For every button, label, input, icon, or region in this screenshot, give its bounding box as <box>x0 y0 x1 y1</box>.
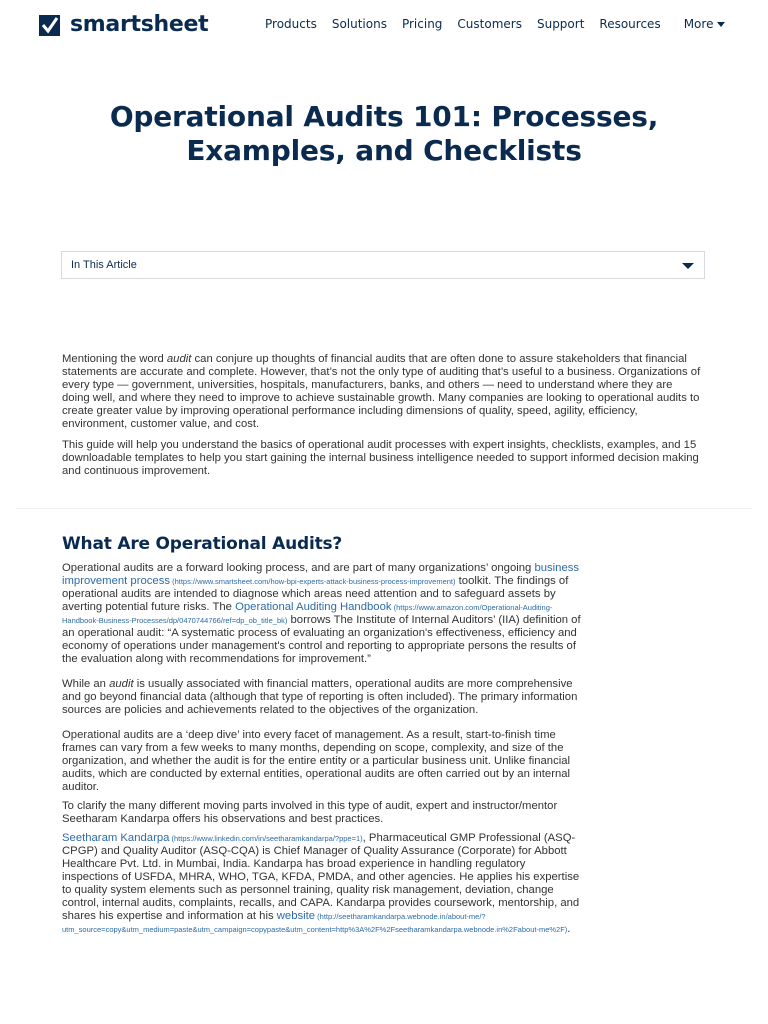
text: borrows The Institute of Internal Auditors’ (IIA) definition of an operational audit: “A systematic process of evaluating an organization's effectiveness, efficiency and economy of operations under management's control and reporting to appropriate persons the results of the evaluation along with recommendations for improvement.” <box>62 614 581 665</box>
section-paragraph-5 <box>62 832 582 936</box>
nav-item-products[interactable]: Products <box>265 17 317 31</box>
text: . <box>567 923 571 935</box>
logo-check-icon <box>39 15 60 36</box>
link-url: (https://www.smartsheet.com/how-bpi-experts-attack-business-process-improvement) <box>170 577 456 586</box>
section-paragraph-2 <box>62 678 582 717</box>
more-label: More <box>683 17 714 31</box>
nav-item-solutions[interactable]: Solutions <box>331 17 387 31</box>
intro-paragraph-2: This guide will help you understand the basics of operational audit processes with expert insights, checklists, examples, and 15 downloadable templates to help you start gaining the internal business intelligence needed to support informed decision making and continuous improvement. <box>62 439 699 477</box>
logo-text: smartsheet <box>70 12 209 37</box>
nav-item-resources[interactable]: Resources <box>599 17 661 31</box>
section-paragraph-4: To clarify the many different moving parts involved in this type of audit, expert and instructor/mentor Seetharam Kandarpa offers his observations and best practices. <box>62 800 558 825</box>
link-url: (http://seetharamkandarpa.webnode.in/about-me/?utm_source=copy&utm_medium=paste&utm_campaign=copypaste&utm_content=http%3A%2F%2Fseetharamkandarpa.webnode.in%2Fabout-me%2F) <box>62 912 568 934</box>
in-this-article-dropdown[interactable] <box>61 251 705 279</box>
section-heading: What Are Operational Audits? <box>62 534 343 554</box>
seetharam-kandarpa-link[interactable]: Seetharam Kandarpa <box>62 832 170 844</box>
chevron-down-icon <box>682 263 694 269</box>
text: , Pharmaceutical GMP Professional (ASQ-CPGP) and Quality Auditor (ASQ-CQA) is Chief Manager of Quality Assurance (Corporate) for Abbott Healthcare Pvt. Ltd. in Mumbai, India. Kandarpa has broad experience in handling regulatory inspections of USFDA, MHRA, WHO, TGA, KFDA, PMDA, and other agencies. He applies his expertise to quality system elements such as personnel training, quality risk management, deviation, change control, internal audits, complaints, recalls, and CAPA. Kandarpa provides coursework, mentorship, and shares his expertise and information at his <box>62 832 580 922</box>
nav-item-customers[interactable]: Customers <box>457 17 522 31</box>
text: While an <box>62 678 110 690</box>
business-improvement-link[interactable]: business improvement process <box>62 562 580 587</box>
chevron-down-icon <box>717 22 725 27</box>
website-link[interactable]: website <box>276 910 316 922</box>
operational-auditing-handbook-link[interactable]: Operational Auditing Handbook <box>235 601 392 613</box>
section-body <box>62 562 582 948</box>
text: Operational audits are a forward looking process, and are part of many organizations’ ongoing <box>62 562 535 574</box>
nav-item-more[interactable] <box>684 17 726 31</box>
link-url: (https://www.linkedin.com/in/seetharamkandarpa/?ppe=1) <box>169 834 363 843</box>
main-menu <box>265 17 740 31</box>
top-navigation <box>0 0 768 52</box>
section-divider <box>16 508 752 509</box>
intro-text <box>62 353 702 486</box>
text: can conjure up thoughts of financial audits that are often done to assure stakeholders that financial statements are accurate and complete. However, that’s not the only type of auditing that’s useful to a business. Organizations of every type — government, universities, hospitals, manufacturers, banks, and others — need to understand where they are doing well, and where they need to improve to achieve sustainable growth. Many companies are looking to operational audits to create greater value by improving operational performance including dimensions of quality, speed, agility, efficiency, environment, customer value, and cost. <box>62 353 701 430</box>
intro-paragraph-1 <box>62 353 702 431</box>
page-title: Operational Audits 101: Processes, Examples, and Checklists <box>109 100 659 167</box>
smartsheet-logo[interactable] <box>39 13 208 37</box>
nav-item-support[interactable]: Support <box>536 17 585 31</box>
text: toolkit. The findings of operational audits are intended to diagnose which areas need attention and to safeguard assets by averting potential future risks. The <box>62 575 569 613</box>
emphasis: audit <box>109 678 134 690</box>
emphasis: audit <box>166 353 192 365</box>
link-url: (https://www.amazon.com/Operational-Auditing-Handbook-Business-Processes/dp/0470744766/ref=dp_ob_title_bk) <box>62 603 553 625</box>
text: is usually associated with financial matters, operational audits are more comprehensive and go beyond financial data (although that type of reporting is often included). The primary information sources are policies and achievements related to the objectives of the organization. <box>62 678 578 716</box>
toc-label: In This Article <box>71 259 137 271</box>
section-paragraph-1 <box>62 562 582 666</box>
nav-item-pricing[interactable]: Pricing <box>401 17 443 31</box>
section-paragraph-3: Operational audits are a ‘deep dive’ into every facet of management. As a result, start-to-finish time frames can vary from a few weeks to many months, depending on scope, complexity, and size of the organization, and whether the audit is for the entire entity or a particular business unit. Unlike financial audits, which are conducted by external entities, operational audits are often carried out by an internal auditor. <box>62 729 571 793</box>
text: Mentioning the word <box>62 353 167 365</box>
